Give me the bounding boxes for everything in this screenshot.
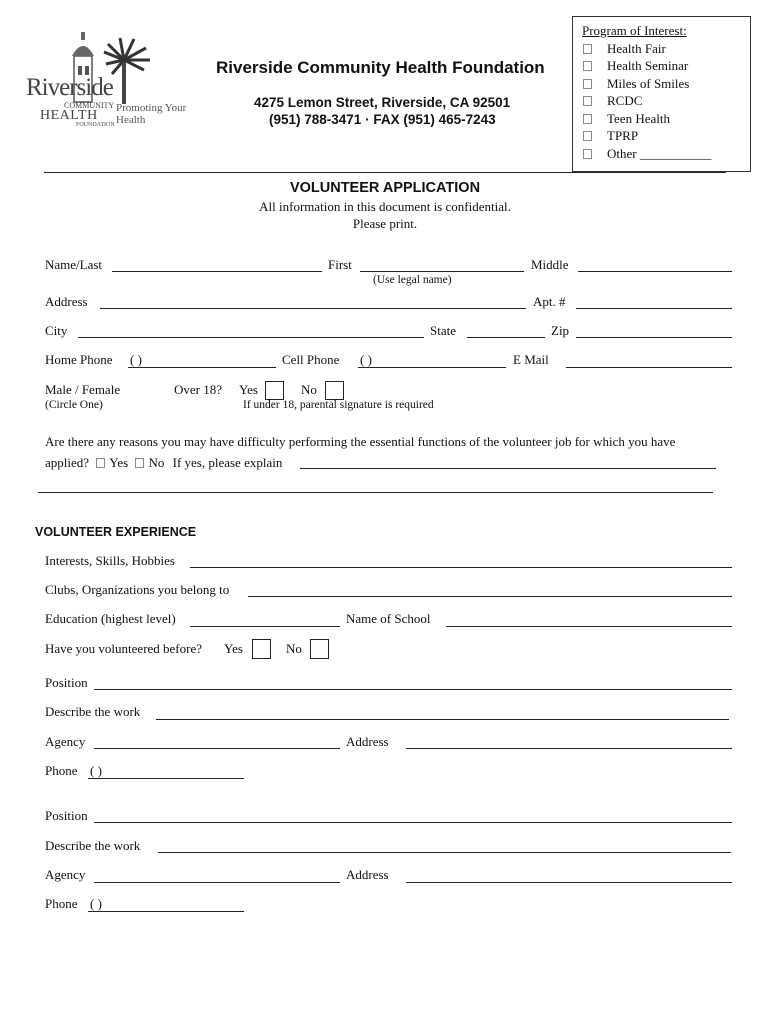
home-phone-area-code: ( ) [130,352,142,367]
zip-field[interactable] [576,337,732,338]
under18-note: If under 18, parental signature is required [243,399,434,411]
phone2-label: Phone [45,896,78,911]
address-label: Address [45,294,88,309]
checkbox-icon[interactable] [583,79,592,89]
phone1-label: Phone [45,763,78,778]
over18-yes-checkbox[interactable] [265,381,284,400]
interests-label: Interests, Skills, Hobbies [45,553,175,568]
describe1-label: Describe the work [45,704,141,719]
address2-field[interactable] [406,882,732,883]
program-of-interest-title: Program of Interest: [582,23,687,38]
form-subtitle-print: Please print. [352,216,418,231]
school-field[interactable] [446,626,732,627]
logo-name-line4: FOUNDATION [76,122,115,128]
position2-label: Position [45,808,88,823]
clubs-label: Clubs, Organizations you belong to [45,582,230,597]
logo-name-line3: HEALTH [40,108,98,123]
difficulty-question: Are there any reasons you may have difficulty performing the essential functions of the volunteer job for which you have [45,434,676,449]
circle-one-note: (Circle One) [45,399,103,411]
checkbox-icon[interactable] [583,61,592,71]
email-field[interactable] [566,367,732,368]
explain-label: If yes, please explain [172,455,283,470]
phone2-field[interactable] [88,911,244,912]
position2-field[interactable] [94,822,732,823]
cell-phone-label: Cell Phone [282,352,340,367]
position1-label: Position [45,675,88,690]
state-field[interactable] [467,337,545,338]
apt-label: Apt. # [533,294,566,309]
address-field[interactable] [100,308,526,309]
describe2-label: Describe the work [45,838,141,853]
apt-field[interactable] [576,308,732,309]
interests-field[interactable] [190,567,732,568]
over18-yes-label: Yes [239,382,258,397]
difficulty-row [45,455,282,471]
checkbox-icon[interactable] [583,114,592,124]
middle-name-label: Middle [531,257,569,272]
program-option-teen-health[interactable]: Teen Health [605,111,670,127]
phone2-area-code: ( ) [90,896,102,911]
cell-phone-field[interactable] [358,367,506,368]
checkbox-icon[interactable] [583,149,592,159]
volunteer-experience-heading: VOLUNTEER EXPERIENCE [35,525,197,539]
checkbox-icon[interactable] [96,458,105,468]
agency1-label: Agency [45,734,86,749]
volunteered-yes-label: Yes [224,641,243,656]
checkbox-icon[interactable] [583,44,592,54]
agency2-field[interactable] [94,882,340,883]
email-label: E Mail [513,352,549,367]
legal-name-note: (Use legal name) [373,274,452,286]
checkbox-icon[interactable] [135,458,144,468]
applied-label: applied? [45,455,90,470]
state-label: State [430,323,456,338]
agency2-label: Agency [45,867,86,882]
education-label: Education (highest level) [45,611,176,626]
phone1-field[interactable] [88,778,244,779]
over18-no-label: No [301,382,317,397]
describe1-field[interactable] [156,719,729,720]
explain-field-line2[interactable] [38,492,713,493]
foundation-logo [24,30,214,130]
program-of-interest-box [572,16,751,172]
logo-name-line1: Riverside [26,74,113,101]
form-subtitle-confidential: All information in this document is confidential. [259,199,511,214]
program-option-rcdc[interactable]: RCDC [605,93,642,109]
difficulty-yes-label: Yes [109,455,129,470]
program-option-other[interactable]: Other ___________ [605,146,711,162]
agency1-field[interactable] [94,748,340,749]
org-phone-fax: (951) 788-3471 · FAX (951) 465-7243 [269,112,496,127]
first-name-field[interactable] [360,271,524,272]
clubs-field[interactable] [248,596,732,597]
describe2-field[interactable] [158,852,731,853]
program-option-health-seminar[interactable]: Health Seminar [605,58,688,74]
logo-name-line2: COMMUNITY [64,101,115,110]
gender-label[interactable]: Male / Female [45,382,121,397]
address1-label: Address [346,734,389,749]
org-name: Riverside Community Health Foundation [216,58,545,77]
cell-phone-area-code: ( ) [360,352,372,367]
address1-field[interactable] [406,748,732,749]
name-last-label: Name/Last [45,257,103,272]
checkbox-icon[interactable] [583,131,592,141]
program-option-tprp[interactable]: TPRP [605,128,638,144]
home-phone-label: Home Phone [45,352,113,367]
over18-no-checkbox[interactable] [325,381,344,400]
education-field[interactable] [190,626,340,627]
position1-field[interactable] [94,689,732,690]
program-option-health-fair[interactable]: Health Fair [605,41,666,57]
city-label: City [45,323,68,338]
difficulty-no-label: No [148,455,165,470]
form-title: VOLUNTEER APPLICATION [289,180,481,196]
middle-name-field[interactable] [578,271,732,272]
volunteered-before-label: Have you volunteered before? [45,641,203,656]
volunteered-no-label: No [286,641,302,656]
org-address: 4275 Lemon Street, Riverside, CA 92501 [254,95,511,110]
zip-label: Zip [551,323,570,338]
logo-tagline: Promoting Your Health [116,102,187,126]
city-field[interactable] [78,337,424,338]
first-name-label: First [328,257,352,272]
over18-label: Over 18? [174,382,223,397]
school-label: Name of School [346,611,431,626]
header-divider [44,172,726,173]
address2-label: Address [346,867,389,882]
name-last-field[interactable] [112,271,322,272]
program-option-miles-of-smiles[interactable]: Miles of Smiles [605,76,689,92]
checkbox-icon[interactable] [583,96,592,106]
volunteered-no-checkbox[interactable] [310,639,329,659]
volunteered-yes-checkbox[interactable] [252,639,271,659]
explain-field[interactable] [300,468,716,469]
home-phone-field[interactable] [128,367,276,368]
phone1-area-code: ( ) [90,763,102,778]
